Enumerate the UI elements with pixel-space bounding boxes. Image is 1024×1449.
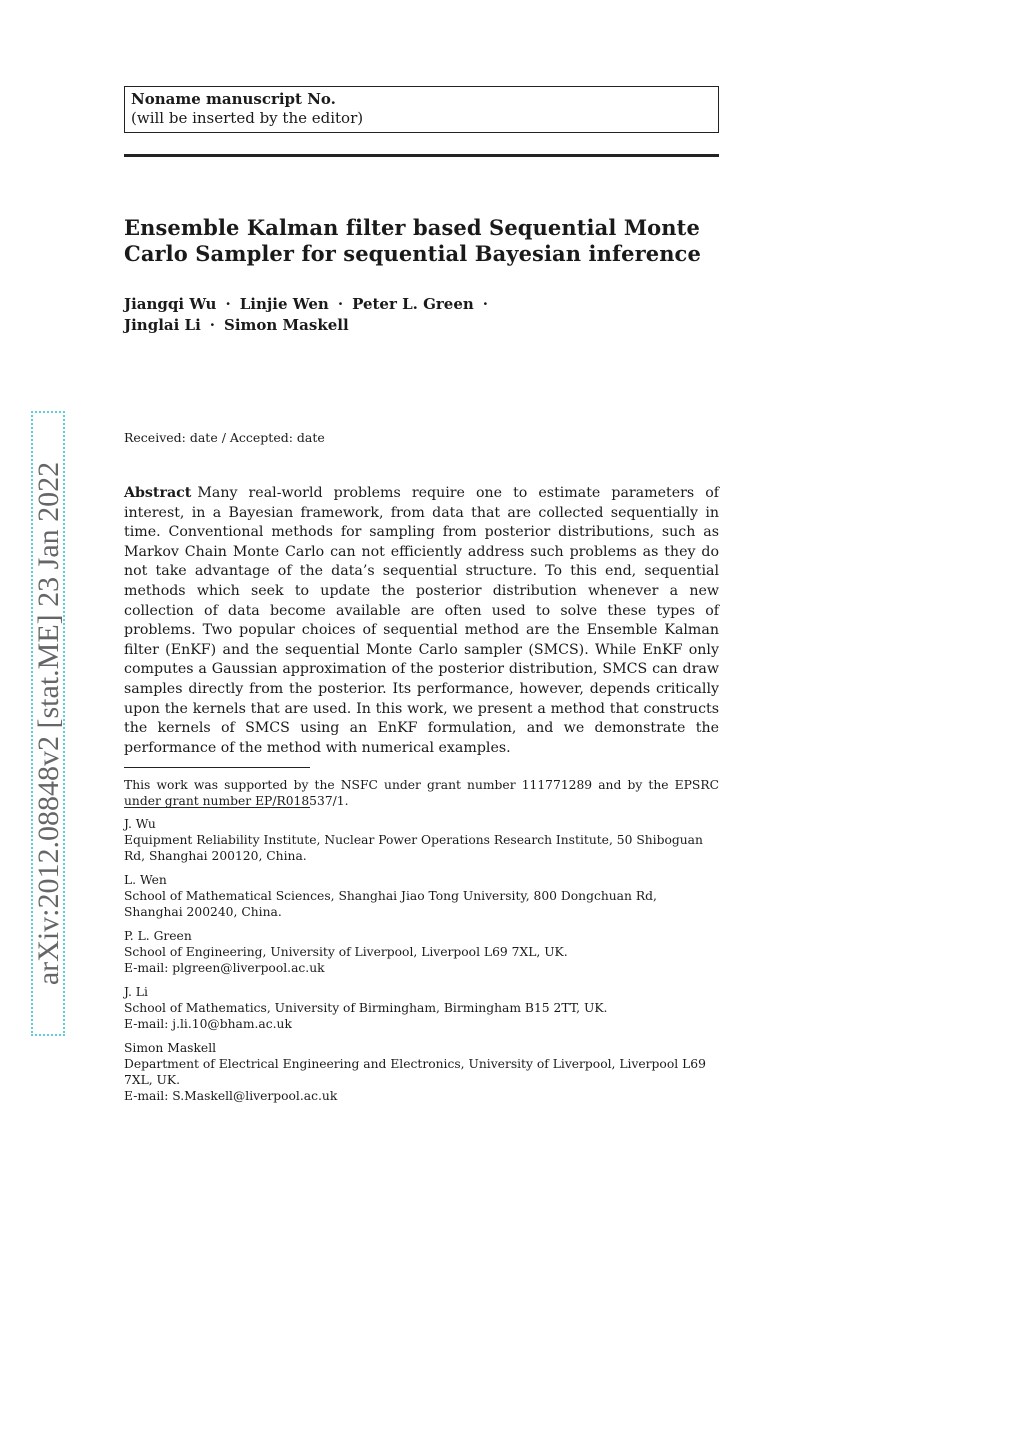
abstract-label: Abstract [124, 485, 192, 501]
affiliation-name: J. Li [124, 985, 148, 1000]
author-separator: · [337, 295, 344, 313]
affiliation-block [124, 872, 719, 920]
paper-first-page [124, 86, 719, 1104]
affiliation-block [124, 1040, 719, 1104]
abstract [124, 484, 719, 758]
affiliation-address: Department of Electrical Engineering and Electronics, University of Liverpool, Liverpool L69 7XL, UK. [124, 1057, 706, 1088]
author-separator: · [209, 316, 216, 334]
affiliation-block [124, 816, 719, 864]
author-name: Jiangqi Wu [124, 295, 217, 313]
affiliation-block [124, 984, 719, 1032]
author-line-2 [124, 315, 719, 336]
abstract-text: Many real-world problems require one to estimate parameters of interest, in a Bayesian framework, from data that are collected sequentially in time. Conventional methods for sampling from posterior distributions, such as Markov Chain Monte Carlo can not efficiently address such problems as they do not take advantage of the data’s sequential structure. To this end, sequential methods which seek to update the posterior distribution whenever a new collection of data become available are often used to solve these types of problems. Two popular choices of sequential method are the Ensemble Kalman filter (EnKF) and the sequential Monte Carlo sampler (SMCS). While EnKF only computes a Gaussian approximation of the posterior distribution, SMCS can draw samples directly from the posterior. Its performance, however, depends critically upon the kernels that are used. In this work, we present a method that constructs the kernels of SMCS using an EnKF formulation, and we demonstrate the performance of the method with numerical examples. [124, 485, 719, 756]
affiliation-name: Simon Maskell [124, 1041, 217, 1056]
author-name: Peter L. Green [352, 295, 474, 313]
affiliation-name: P. L. Green [124, 929, 192, 944]
author-name: Jinglai Li [124, 316, 201, 334]
affiliation-email[interactable]: E-mail: plgreen@liverpool.ac.uk [124, 961, 325, 976]
affiliation-address: Equipment Reliability Institute, Nuclear Power Operations Research Institute, 50 Shiboguan Rd, Shanghai 200120, China. [124, 833, 703, 864]
affiliation-block [124, 928, 719, 976]
author-name: Simon Maskell [224, 316, 349, 334]
paper-title: Ensemble Kalman filter based Sequential Monte Carlo Sampler for sequential Bayesian inference [124, 215, 701, 266]
affiliation-address: School of Engineering, University of Liverpool, Liverpool L69 7XL, UK. [124, 945, 568, 960]
affiliation-address: School of Mathematics, University of Birmingham, Birmingham B15 2TT, UK. [124, 1001, 608, 1016]
author-list [124, 294, 719, 336]
author-line-1 [124, 294, 719, 315]
arxiv-identifier-stamp[interactable]: arXiv:2012.08848v2 [stat.ME] 23 Jan 2022 [31, 411, 65, 1036]
affiliation-email[interactable]: E-mail: S.Maskell@liverpool.ac.uk [124, 1089, 338, 1104]
author-separator: · [225, 295, 231, 313]
manuscript-number-label: Noname manuscript No. [131, 90, 336, 108]
manuscript-number-box [124, 86, 719, 133]
affiliation-address: School of Mathematical Sciences, Shanghai Jiao Tong University, 800 Dongchuan Rd, Shanghai 200240, China. [124, 889, 657, 920]
affiliation-email[interactable]: E-mail: j.li.10@bham.ac.uk [124, 1017, 292, 1032]
affiliation-name: L. Wen [124, 873, 167, 888]
author-separator: · [482, 295, 489, 313]
received-date: Received: date / Accepted: date [124, 430, 325, 445]
footnote-rule [124, 767, 310, 768]
funding-note: This work was supported by the NSFC under grant number 111771289 and by the EPSRC under grant number EP/R018537/1. [124, 778, 719, 809]
author-name: Linjie Wen [239, 295, 329, 313]
affiliation-name: J. Wu [124, 817, 156, 832]
editor-note: (will be inserted by the editor) [131, 109, 364, 127]
header-rule [124, 154, 719, 157]
